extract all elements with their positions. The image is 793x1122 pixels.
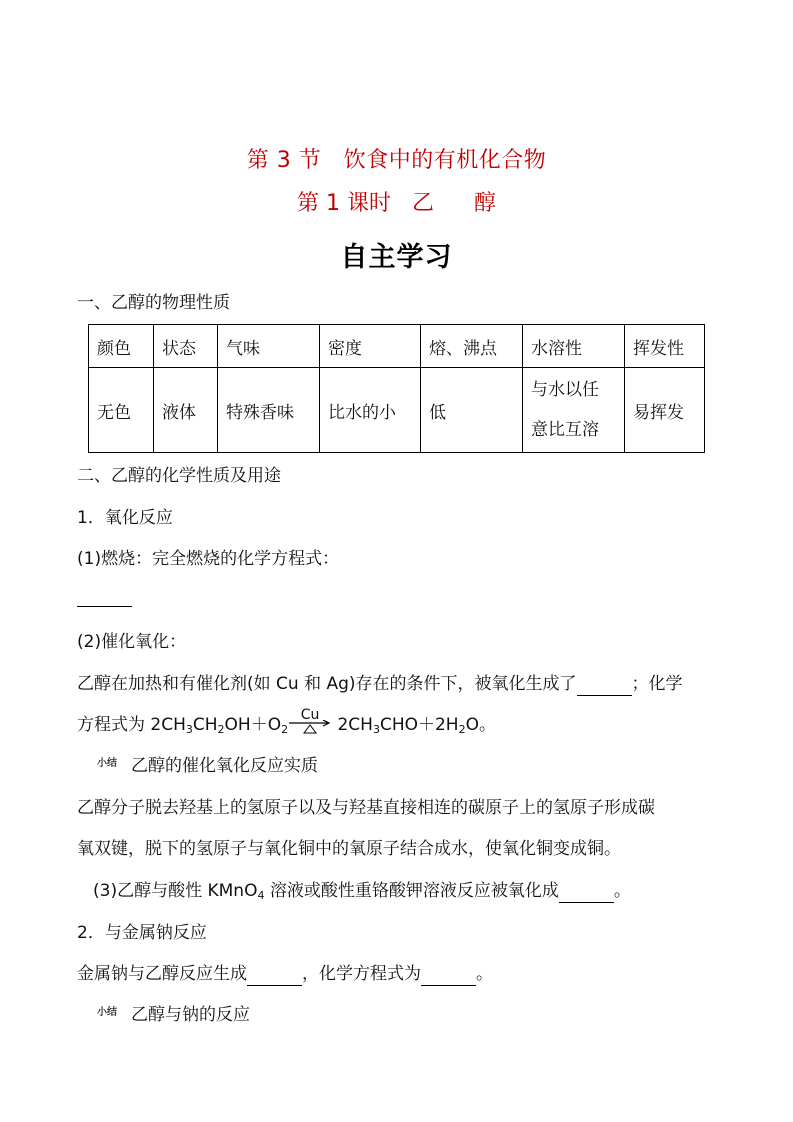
page-heading: 自主学习 [340, 242, 453, 273]
kmno4-text-a: (3)乙醇与酸性 KMnO [93, 881, 258, 901]
section-title: 第 3 节 饮食中的有机化合物 [246, 148, 547, 173]
summary-tag: 小结 [97, 1007, 117, 1018]
table-header-cell: 熔、沸点 [421, 325, 523, 368]
solubility-line-2: 意比互溶 [531, 420, 599, 440]
table-cell: 比水的小 [320, 368, 421, 453]
item-1-heading: 1．氧化反应 [77, 508, 173, 528]
catalytic-text-b: ；化学 [631, 674, 683, 694]
catalytic-text [77, 673, 683, 696]
table-cell [523, 368, 625, 453]
table-header-cell: 水溶性 [523, 325, 625, 368]
table-cell: 易挥发 [625, 368, 705, 453]
lesson-char-1: 乙 [411, 191, 434, 216]
equation-prefix: 方程式为 2CH [77, 715, 186, 735]
sodium-text-b: ，化学方程式为 [302, 964, 421, 984]
summary-1-title: 乙醇的催化氧化反应实质 [131, 756, 318, 776]
kmno4-subscript: 4 [257, 889, 265, 902]
combustion-line: (1)燃烧：完全燃烧的化学方程式： [77, 549, 340, 569]
table-header-row [89, 325, 705, 368]
summary-2-title: 乙醇与钠的反应 [131, 1005, 250, 1025]
equation-line: 方程式为 $2CH_3CH_2OH+O_2$ Cu $2CH_3CHO+2H_2O$。 [77, 714, 496, 736]
table-header-cell: 密度 [320, 325, 421, 368]
part1-title: 一、乙醇的物理性质 [77, 293, 230, 313]
table-cell: 低 [421, 368, 523, 453]
kmno4-text-b: 溶液或酸性重铬酸钾溶液反应被氧化成 [264, 881, 559, 901]
catalytic-heading: (2)催化氧化： [77, 632, 187, 652]
sodium-end: 。 [476, 964, 493, 984]
lesson-char-2: 醇 [473, 191, 496, 216]
kmno4-end: 。 [613, 881, 631, 901]
sodium-line [77, 963, 493, 986]
table-cell: 液体 [154, 368, 218, 453]
physical-properties-table [88, 324, 705, 453]
item-2-heading: 2．与金属钠反应 [77, 923, 207, 943]
summary-1 [97, 755, 318, 777]
reaction-arrow [288, 707, 332, 734]
table-cell: 特殊香味 [218, 368, 320, 453]
part2-title: 二、乙醇的化学性质及用途 [77, 466, 281, 486]
solubility-line-1: 与水以任 [531, 380, 599, 400]
table-header-cell: 颜色 [89, 325, 154, 368]
kmno4-product-blank[interactable] [559, 880, 614, 903]
kmno4-line [93, 880, 631, 903]
table-row [89, 368, 705, 453]
combustion-answer-blank[interactable] [77, 606, 132, 607]
sodium-equation-blank[interactable] [421, 963, 476, 986]
arrow-with-heat-icon [288, 720, 332, 736]
table-header-cell: 状态 [154, 325, 218, 368]
table-header-cell: 挥发性 [625, 325, 705, 368]
table-cell: 无色 [89, 368, 154, 453]
sodium-text-a: 金属钠与乙醇反应生成 [77, 964, 247, 984]
summary-1-line-1: 乙醇分子脱去羟基上的氢原子以及与羟基直接相连的碳原子上的氢原子形成碳 [77, 798, 655, 818]
catalyst-label: Cu [300, 707, 320, 723]
lesson-title [0, 186, 793, 217]
sodium-product-blank[interactable] [247, 963, 302, 986]
summary-tag: 小结 [97, 758, 117, 769]
summary-1-line-2: 氧双键，脱下的氢原子与氧化铜中的氧原子结合成水，使氧化铜变成铜。 [77, 839, 621, 859]
table-header-cell: 气味 [218, 325, 320, 368]
catalytic-product-blank[interactable] [577, 673, 632, 696]
lesson-prefix: 第 1 课时 [297, 191, 391, 216]
summary-2 [97, 1004, 250, 1026]
catalytic-text-a: 乙醇在加热和有催化剂(如 Cu 和 Ag)存在的条件下，被氧化生成了 [77, 674, 577, 694]
